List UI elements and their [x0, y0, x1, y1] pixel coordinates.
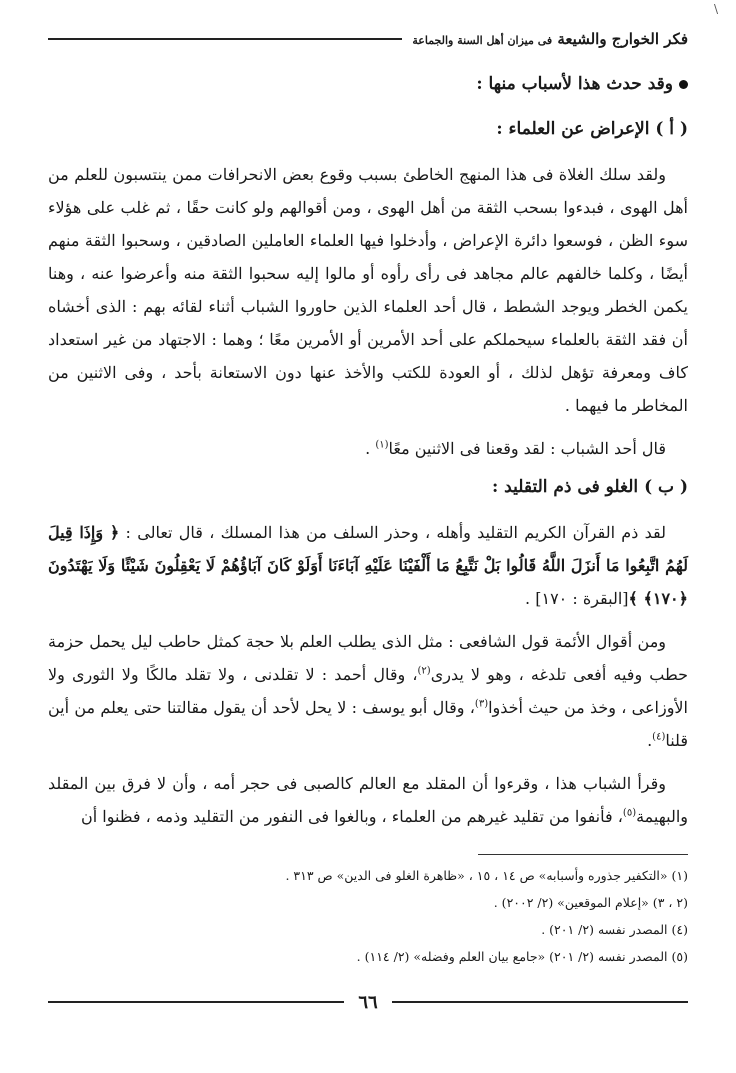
footer-rule-right	[392, 1001, 688, 1003]
footnote: (٢ ، ٣) «إعلام الموقعين» (٢/ ٢٠٠٢) .	[493, 895, 688, 910]
footnote-ref-4: (٤)	[652, 731, 666, 743]
quran-verse: ﴿ وَإِذَا قِيلَ لَهُمُ اتَّبِعُوا مَا أَنزَلَ اللَّهُ قَالُوا بَلْ نَتَّبِعُ مَا أَلْفَيْنَا عَلَيْهِ آبَاءَنَا أَوَلَوْ كَانَ آبَاؤُهُمْ لَا يَعْقِلُونَ شَيْئًا وَلَا يَهْتَدُونَ ﴿١٧٠﴾ ﴾	[48, 523, 688, 608]
paragraph-b3: وقرأ الشباب هذا ، وقرءوا أن المقلد مع العالم كالصبى فى حجر أمه ، وأن لا فرق بين المقلد والبهيمة$^{(٥)}$، فأنفوا من تقليد غيرهم من العلماء ، وبالغوا فى النفور من التقليد وذمه ، فظنوا أن	[48, 774, 688, 826]
header-title-main: فكر الخوارج والشيعة	[557, 30, 688, 48]
footnote-ref-1: (١)	[375, 439, 389, 451]
header-title	[412, 30, 688, 48]
header-rule	[48, 38, 402, 40]
page-number: ٦٦	[358, 991, 378, 1013]
paragraph-a2: قال أحد الشباب : لقد وقعنا فى الاثنين معًا$^{(١)}$ .	[365, 439, 666, 458]
running-header	[48, 24, 688, 54]
footnote-ref-3: (٣)	[474, 698, 489, 710]
heading-a: ( أ ) الإعراض عن العلماء :	[496, 119, 688, 139]
footnote: (١) «التكفير جذوره وأسبابه» ص ١٤ ، ١٥ ، «ظاهرة الغلو فى الدين» ص ٣١٣ .	[285, 868, 688, 883]
footnote: (٥) المصدر نفسه (٢/ ٢٠١) «جامع بيان العلم وفضله» (٢/ ١١٤) .	[356, 949, 688, 964]
intro-heading: وقد حدث هذا لأسباب منها :	[48, 68, 688, 101]
footnote: (٤) المصدر نفسه (٢/ ٢٠١) .	[541, 922, 688, 937]
quran-reference: [البقرة : ١٧٠] .	[525, 589, 629, 608]
footnotes	[48, 862, 688, 970]
paragraph-b1: لقد ذم القرآن الكريم التقليد وأهله ، وحذر السلف من هذا المسلك ، قال تعالى : ﴿ وَإِذَا قِيلَ لَهُمُ اتَّبِعُوا مَا أَنزَلَ اللَّهُ قَالُوا بَلْ نَتَّبِعُ مَا أَلْفَيْنَا عَلَيْهِ آبَاءَنَا أَوَلَوْ كَانَ آبَاؤُهُمْ لَا يَعْقِلُونَ شَيْئًا وَلَا يَهْتَدُونَ ﴿١٧٠﴾ ﴾[البقرة : ١٧٠] .	[48, 523, 688, 608]
paragraph-a1: ولقد سلك الغلاة فى هذا المنهج الخاطئ بسبب وقوع بعض الانحرافات ممن ينتسبون للعلم من أهل الهوى ، فبدءوا بسحب الثقة من أهل الهوى ، ومن أقوالهم ولو كانت حقًا ، ثم غلب على هؤلاء سوء الظن ، فوسعوا دائرة الإعراض ، وأدخلوا فيها العلماء العاملين الصادقين ، وسحبوا الثقة منهم أيضًا ، وكلما خالفهم عالم مجاهد فى رأى رأوه أو مالوا إليه سحبوا الثقة منه وأعرضوا عنه ، وهنا يكمن الخطر ويوجد الشطط ، قال أحد العلماء الذين حاوروا الشباب أثناء لقائه بهم : الذى أخشاه أن فقد الثقة بالعلماء سيحملكم على أحد الأمرين أو الأمرين معًا ؛ وهما : الاجتهاد من غير استعداد كاف ومعرفة تؤهل لذلك ، أو العودة للكتب والأخذ عنها دون الاستعانة بأحد ، وفى الاثنين من المخاطر ما فيهما .	[48, 165, 688, 415]
paragraph-b2: ومن أقوال الأئمة قول الشافعى : مثل الذى يطلب العلم بلا حجة كمثل حاطب ليل يحمل حزمة حطب وفيه أفعى تلدغه ، وهو لا يدرى$^{(٢)}$، وقال أحمد : لا تقلدنى ، ولا تقلد مالكًا ولا الثورى ولا الأوزاعى ، وخذ من حيث أخذوا$^{(٣)}$، وقال أبو يوسف : لا يحل لأحد أن يقول مقالتنا حتى يعلم من أين قلنا$^{(٤)}$.	[48, 632, 688, 750]
bullet-icon	[679, 80, 688, 89]
footer-rule-left	[48, 1001, 344, 1003]
footnote-ref-2: (٢)	[417, 665, 431, 677]
page-footer	[48, 992, 688, 1012]
main-text	[48, 68, 688, 833]
footnote-separator	[478, 854, 688, 855]
header-title-sub: فى ميزان أهل السنة والجماعة	[412, 34, 553, 47]
footnote-ref-5: (٥)	[622, 807, 637, 819]
corner-mark: \	[713, 2, 718, 16]
heading-b: ( ب ) الغلو فى ذم التقليد :	[491, 477, 688, 497]
